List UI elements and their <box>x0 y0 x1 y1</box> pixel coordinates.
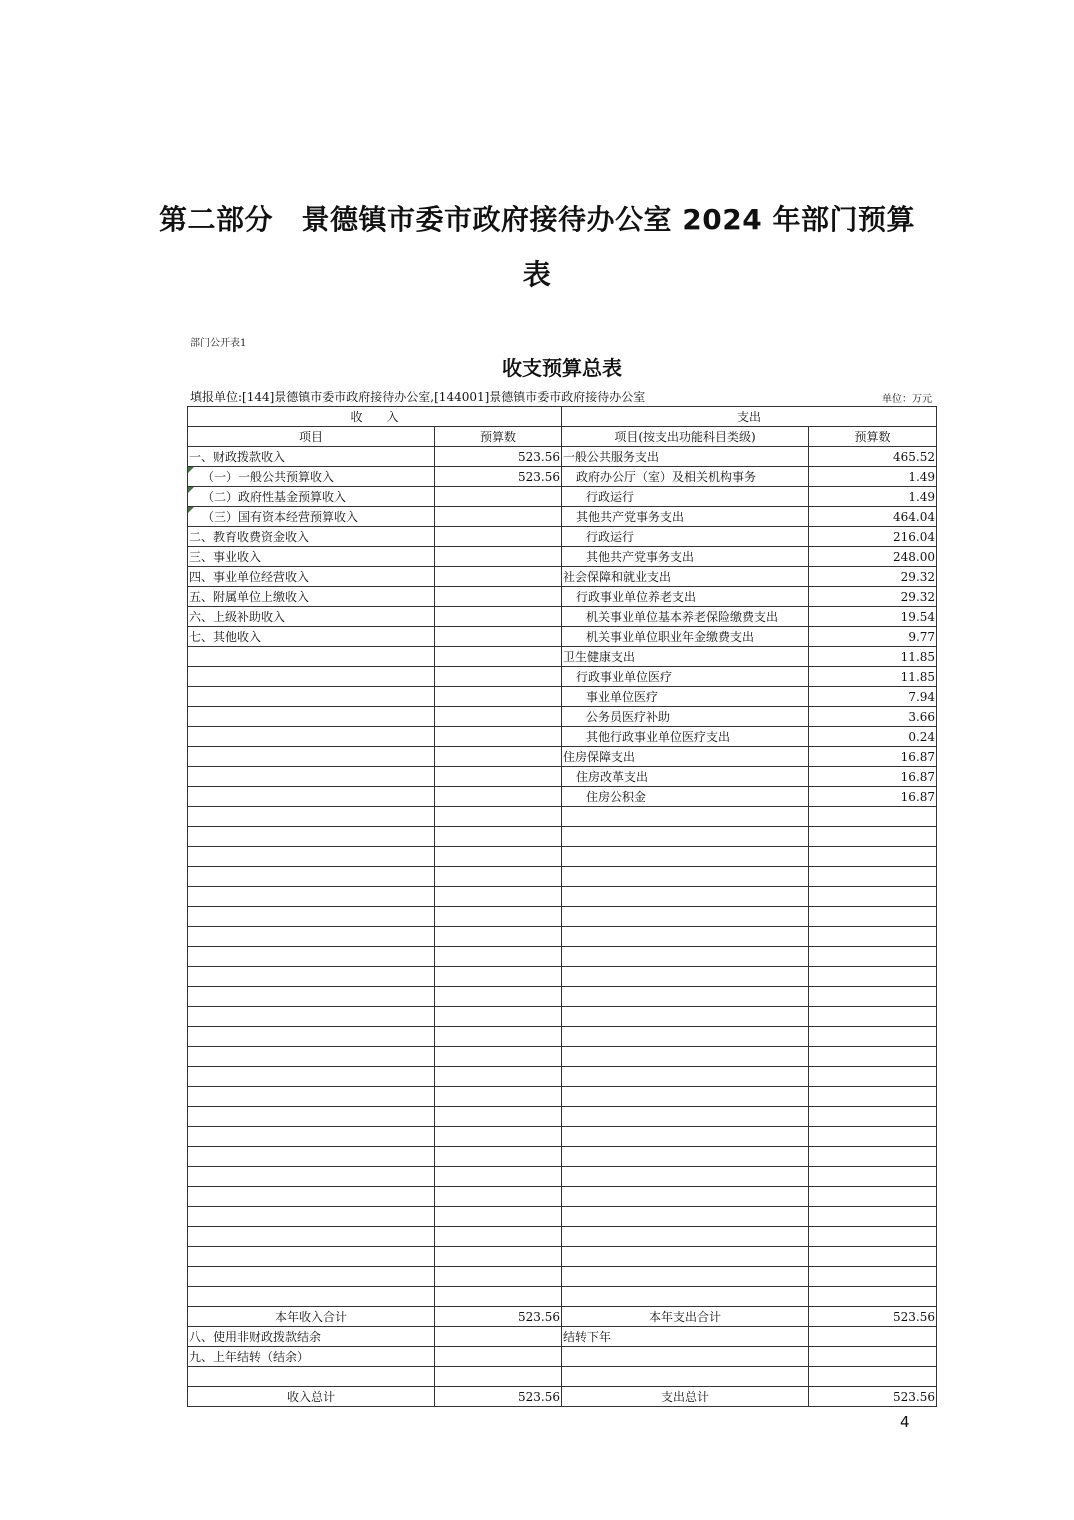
income-item-cell <box>188 727 435 747</box>
blank-cell <box>809 827 937 847</box>
expense-item-cell: 社会保障和就业支出 <box>562 567 809 587</box>
income-item-cell: 八、使用非财政拨款结余 <box>188 1327 435 1347</box>
blank-cell <box>188 1247 435 1267</box>
table-row <box>188 687 937 707</box>
income-amount-cell <box>435 567 562 587</box>
expense-item-cell: 行政事业单位养老支出 <box>562 587 809 607</box>
blank-cell <box>188 827 435 847</box>
expense-amount-cell: 16.87 <box>809 767 937 787</box>
table-row <box>188 767 937 787</box>
blank-cell <box>435 1287 562 1307</box>
blank-cell <box>562 1067 809 1087</box>
expense-item-cell: 住房改革支出 <box>562 767 809 787</box>
income-amount-cell <box>435 1367 562 1387</box>
blank-cell <box>562 847 809 867</box>
table-row <box>188 507 937 527</box>
table-row <box>188 567 937 587</box>
extra-row <box>188 1367 937 1387</box>
blank-cell <box>188 1027 435 1047</box>
expense-item-cell: 其他行政事业单位医疗支出 <box>562 727 809 747</box>
expense-amount-cell <box>809 1327 937 1347</box>
expense-item-cell: 机关事业单位职业年金缴费支出 <box>562 627 809 647</box>
income-item-cell <box>188 647 435 667</box>
blank-row <box>188 1227 937 1247</box>
blank-cell <box>562 1127 809 1147</box>
income-item-cell: 四、事业单位经营收入 <box>188 567 435 587</box>
expense-amount-cell <box>809 1347 937 1367</box>
blank-cell <box>562 1227 809 1247</box>
expense-amount-header: 预算数 <box>809 427 937 447</box>
expense-amount-cell: 11.85 <box>809 647 937 667</box>
blank-cell <box>809 1227 937 1247</box>
money-unit: 单位：万元 <box>882 394 932 405</box>
expense-amount-cell: 248.00 <box>809 547 937 567</box>
expense-item-cell: 其他共产党事务支出 <box>562 507 809 527</box>
extra-row <box>188 1347 937 1367</box>
blank-cell <box>435 947 562 967</box>
blank-cell <box>562 1247 809 1267</box>
income-item-cell: 九、上年结转（结余） <box>188 1347 435 1367</box>
blank-cell <box>188 867 435 887</box>
income-amount-cell <box>435 647 562 667</box>
blank-cell <box>435 1067 562 1087</box>
blank-cell <box>188 927 435 947</box>
table-row <box>188 727 937 747</box>
income-amount-cell: 523.56 <box>435 467 562 487</box>
income-amount-cell <box>435 487 562 507</box>
table-row <box>188 667 937 687</box>
expense-amount-cell <box>809 1367 937 1387</box>
table-row <box>188 467 937 487</box>
document-heading-line2: 表 <box>522 258 552 291</box>
blank-cell <box>809 1207 937 1227</box>
expense-item-cell <box>562 1347 809 1367</box>
blank-row <box>188 847 937 867</box>
blank-cell <box>188 1067 435 1087</box>
form-code: 部门公开表1 <box>190 338 247 349</box>
blank-cell <box>435 1087 562 1107</box>
blank-cell <box>809 807 937 827</box>
blank-cell <box>188 1047 435 1067</box>
income-amount-cell <box>435 547 562 567</box>
blank-row <box>188 1247 937 1267</box>
blank-row <box>188 927 937 947</box>
annual-total-row <box>188 1307 937 1327</box>
income-item-cell: 六、上级补助收入 <box>188 607 435 627</box>
blank-row <box>188 1047 937 1067</box>
expense-amount-cell: 523.56 <box>809 1307 937 1327</box>
expense-item-cell: 行政运行 <box>562 487 809 507</box>
income-amount-cell <box>435 747 562 767</box>
blank-cell <box>435 927 562 947</box>
expense-amount-cell: 1.49 <box>809 467 937 487</box>
expense-amount-cell: 464.04 <box>809 507 937 527</box>
blank-row <box>188 867 937 887</box>
income-amount-cell <box>435 1327 562 1347</box>
blank-cell <box>435 1247 562 1267</box>
blank-row <box>188 807 937 827</box>
blank-cell <box>809 1087 937 1107</box>
blank-cell <box>562 887 809 907</box>
page-number: 4 <box>900 1413 910 1431</box>
blank-cell <box>562 907 809 927</box>
table-row <box>188 787 937 807</box>
blank-cell <box>562 967 809 987</box>
blank-cell <box>435 1207 562 1227</box>
blank-row <box>188 887 937 907</box>
blank-cell <box>562 867 809 887</box>
blank-cell <box>435 1267 562 1287</box>
income-amount-cell <box>435 507 562 527</box>
income-item-cell: （一）一般公共预算收入 <box>188 467 435 487</box>
blank-cell <box>809 1067 937 1087</box>
expense-item-cell: 事业单位医疗 <box>562 687 809 707</box>
table-row <box>188 587 937 607</box>
blank-cell <box>809 1007 937 1027</box>
blank-row <box>188 1107 937 1127</box>
blank-cell <box>562 1107 809 1127</box>
blank-cell <box>188 847 435 867</box>
income-amount-cell <box>435 527 562 547</box>
blank-cell <box>435 1227 562 1247</box>
expense-amount-cell: 7.94 <box>809 687 937 707</box>
blank-cell <box>809 907 937 927</box>
blank-row <box>188 1007 937 1027</box>
income-item-cell: 二、教育收费资金收入 <box>188 527 435 547</box>
blank-cell <box>809 867 937 887</box>
blank-cell <box>562 987 809 1007</box>
blank-row <box>188 907 937 927</box>
expense-item-cell: 一般公共服务支出 <box>562 447 809 467</box>
income-item-cell <box>188 767 435 787</box>
expense-amount-cell: 0.24 <box>809 727 937 747</box>
blank-cell <box>188 907 435 927</box>
expense-item-cell: 政府办公厅（室）及相关机构事务 <box>562 467 809 487</box>
table-row <box>188 707 937 727</box>
expense-amount-cell: 19.54 <box>809 607 937 627</box>
blank-cell <box>435 1107 562 1127</box>
filler-unit: 填报单位:[144]景德镇市委市政府接待办公室,[144001]景德镇市委市政府接待办公室 <box>190 390 646 404</box>
table-title: 收支预算总表 <box>502 356 622 380</box>
blank-row <box>188 967 937 987</box>
blank-cell <box>188 807 435 827</box>
income-item-cell <box>188 707 435 727</box>
blank-cell <box>435 1167 562 1187</box>
blank-cell <box>435 1007 562 1027</box>
blank-cell <box>435 867 562 887</box>
expense-item-cell <box>562 1367 809 1387</box>
blank-cell <box>188 1287 435 1307</box>
expense-amount-cell: 16.87 <box>809 787 937 807</box>
income-amount-cell <box>435 627 562 647</box>
blank-cell <box>188 1267 435 1287</box>
income-item-cell <box>188 1367 435 1387</box>
blank-cell <box>809 1247 937 1267</box>
blank-cell <box>188 1107 435 1127</box>
expense-amount-cell: 9.77 <box>809 627 937 647</box>
blank-cell <box>562 1287 809 1307</box>
blank-cell <box>809 947 937 967</box>
income-item-cell: 七、其他收入 <box>188 627 435 647</box>
blank-row <box>188 1067 937 1087</box>
expense-item-cell: 本年支出合计 <box>562 1307 809 1327</box>
grand-total-row <box>188 1387 937 1407</box>
income-item-cell <box>188 747 435 767</box>
income-amount-cell <box>435 787 562 807</box>
blank-cell <box>562 1267 809 1287</box>
table-row <box>188 627 937 647</box>
expense-amount-cell: 29.32 <box>809 587 937 607</box>
blank-cell <box>188 1227 435 1247</box>
income-item-cell <box>188 687 435 707</box>
income-amount-cell <box>435 667 562 687</box>
table-row <box>188 747 937 767</box>
blank-cell <box>809 1127 937 1147</box>
blank-cell <box>435 967 562 987</box>
expense-amount-cell: 523.56 <box>809 1387 937 1407</box>
expense-item-cell: 住房公积金 <box>562 787 809 807</box>
expense-amount-cell: 29.32 <box>809 567 937 587</box>
blank-cell <box>809 847 937 867</box>
blank-cell <box>562 1167 809 1187</box>
income-amount-cell <box>435 1347 562 1367</box>
blank-cell <box>435 987 562 1007</box>
blank-cell <box>562 1147 809 1167</box>
income-item-cell: （三）国有资本经营预算收入 <box>188 507 435 527</box>
blank-cell <box>435 807 562 827</box>
expense-item-cell: 公务员医疗补助 <box>562 707 809 727</box>
blank-cell <box>562 807 809 827</box>
blank-cell <box>188 967 435 987</box>
blank-cell <box>809 1047 937 1067</box>
blank-cell <box>188 1127 435 1147</box>
blank-row <box>188 1207 937 1227</box>
expense-header: 支出 <box>562 407 937 427</box>
table-row <box>188 527 937 547</box>
income-amount-cell: 523.56 <box>435 447 562 467</box>
blank-cell <box>809 1167 937 1187</box>
table-row <box>188 607 937 627</box>
blank-cell <box>809 987 937 1007</box>
blank-row <box>188 987 937 1007</box>
income-item-cell: 三、事业收入 <box>188 547 435 567</box>
blank-cell <box>435 1147 562 1167</box>
blank-row <box>188 1167 937 1187</box>
income-amount-cell: 523.56 <box>435 1387 562 1407</box>
blank-cell <box>809 887 937 907</box>
blank-cell <box>188 1087 435 1107</box>
expense-item-cell: 结转下年 <box>562 1327 809 1347</box>
income-amount-cell <box>435 767 562 787</box>
document-heading-line1: 第二部分 景德镇市委市政府接待办公室 2024 年部门预算 <box>159 203 915 236</box>
blank-row <box>188 1087 937 1107</box>
blank-cell <box>435 1047 562 1067</box>
blank-cell <box>809 1147 937 1167</box>
blank-row <box>188 1287 937 1307</box>
blank-cell <box>188 1147 435 1167</box>
income-item-cell: 收入总计 <box>188 1387 435 1407</box>
blank-cell <box>188 1187 435 1207</box>
blank-cell <box>188 1167 435 1187</box>
income-item-header: 项目 <box>188 427 435 447</box>
income-item-cell: （二）政府性基金预算收入 <box>188 487 435 507</box>
blank-cell <box>188 1207 435 1227</box>
expense-amount-cell: 216.04 <box>809 527 937 547</box>
blank-cell <box>435 847 562 867</box>
blank-cell <box>562 947 809 967</box>
expense-item-cell: 行政运行 <box>562 527 809 547</box>
blank-row <box>188 1127 937 1147</box>
blank-cell <box>188 947 435 967</box>
expense-amount-cell: 465.52 <box>809 447 937 467</box>
extra-row <box>188 1327 937 1347</box>
blank-cell <box>435 1187 562 1207</box>
table-header-row <box>188 407 937 427</box>
income-item-cell <box>188 787 435 807</box>
blank-cell <box>562 927 809 947</box>
blank-row <box>188 1267 937 1287</box>
blank-cell <box>809 967 937 987</box>
blank-cell <box>809 1267 937 1287</box>
table-subheader-row <box>188 427 937 447</box>
income-amount-cell <box>435 587 562 607</box>
blank-cell <box>562 1047 809 1067</box>
expense-amount-cell: 3.66 <box>809 707 937 727</box>
income-amount-cell <box>435 607 562 627</box>
table-row <box>188 547 937 567</box>
income-item-cell: 本年收入合计 <box>188 1307 435 1327</box>
expense-item-cell: 卫生健康支出 <box>562 647 809 667</box>
table-row <box>188 447 937 467</box>
income-amount-header: 预算数 <box>435 427 562 447</box>
blank-cell <box>435 907 562 927</box>
income-item-cell: 一、财政拨款收入 <box>188 447 435 467</box>
table-row <box>188 487 937 507</box>
blank-cell <box>562 1007 809 1027</box>
expense-item-cell: 支出总计 <box>562 1387 809 1407</box>
blank-cell <box>809 1107 937 1127</box>
blank-cell <box>809 1187 937 1207</box>
expense-amount-cell: 16.87 <box>809 747 937 767</box>
blank-cell <box>809 927 937 947</box>
blank-row <box>188 1187 937 1207</box>
blank-row <box>188 827 937 847</box>
income-amount-cell <box>435 687 562 707</box>
blank-row <box>188 1027 937 1047</box>
blank-cell <box>435 887 562 907</box>
expense-item-cell: 机关事业单位基本养老保险缴费支出 <box>562 607 809 627</box>
blank-cell <box>562 1187 809 1207</box>
income-amount-cell <box>435 707 562 727</box>
blank-row <box>188 947 937 967</box>
blank-cell <box>188 987 435 1007</box>
blank-cell <box>562 1207 809 1227</box>
income-amount-cell: 523.56 <box>435 1307 562 1327</box>
expense-item-cell: 住房保障支出 <box>562 747 809 767</box>
blank-cell <box>562 1027 809 1047</box>
blank-row <box>188 1147 937 1167</box>
expense-item-header: 项目(按支出功能科目类级) <box>562 427 809 447</box>
blank-cell <box>188 1007 435 1027</box>
expense-amount-cell: 1.49 <box>809 487 937 507</box>
income-item-cell <box>188 667 435 687</box>
blank-cell <box>809 1027 937 1047</box>
blank-cell <box>809 1287 937 1307</box>
income-item-cell: 五、附属单位上缴收入 <box>188 587 435 607</box>
budget-table <box>187 406 937 1407</box>
blank-cell <box>435 827 562 847</box>
income-header: 收 入 <box>188 407 562 427</box>
blank-cell <box>562 1087 809 1107</box>
blank-cell <box>188 887 435 907</box>
blank-cell <box>435 1127 562 1147</box>
income-amount-cell <box>435 727 562 747</box>
blank-cell <box>562 827 809 847</box>
expense-item-cell: 行政事业单位医疗 <box>562 667 809 687</box>
table-row <box>188 647 937 667</box>
expense-item-cell: 其他共产党事务支出 <box>562 547 809 567</box>
blank-cell <box>435 1027 562 1047</box>
expense-amount-cell: 11.85 <box>809 667 937 687</box>
